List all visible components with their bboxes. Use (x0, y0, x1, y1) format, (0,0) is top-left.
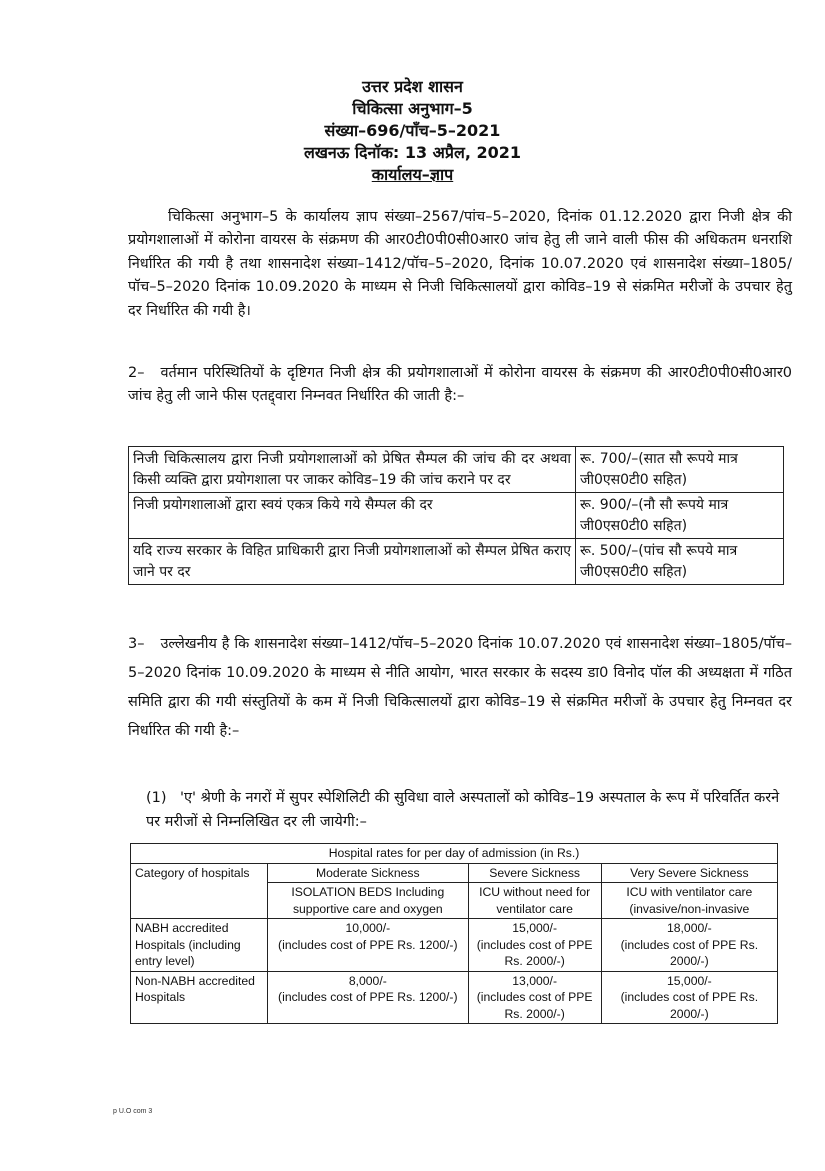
rate-cell (601, 971, 777, 1024)
rate-cell (268, 919, 469, 972)
table-row (131, 919, 778, 972)
table-row (129, 447, 784, 493)
paragraph-2-text: वर्तमान परिस्थितियों के दृष्टिगत निजी क्षेत्र की प्रयोगशालाओं में कोरोना वायरस के संक्रमण की आर0टी0पी0सी0आर0 जांच हेतु ली जाने फीस एतद्द्वारा निम्नवत निर्धारित की जाती है:– (128, 365, 792, 405)
rate-ppe-note: (includes cost of PPE Rs. 2000/-) (620, 937, 759, 968)
rate-amount: 18,000/- (666, 921, 712, 935)
table-caption-row (131, 844, 778, 864)
rate-amount: 15,000/- (512, 921, 558, 935)
sub-item-1 (146, 786, 794, 834)
sub-item-1-text: 'ए' श्रेणी के नगरों में सुपर स्पेशिलिटी की सुविधा वाले अस्पतालों को कोविड–19 अस्पताल के रूप में परिवर्तित करने पर मरीजों से निम्नलिखित दर ली जायेगी:– (146, 790, 780, 830)
sub-item-1-label: (1) (146, 790, 167, 806)
paragraph-3 (128, 630, 792, 746)
hospital-rates-table (130, 843, 778, 1024)
rate-cell (468, 919, 601, 972)
column-header-severe: Severe Sickness (468, 863, 601, 883)
table-row (129, 539, 784, 585)
column-subheader-severe: ICU without need for ventilator care (468, 883, 601, 919)
column-subheader-moderate: ISOLATION BEDS Including supportive care and oxygen (268, 883, 469, 919)
footer-note: p U.O com 3 (113, 1108, 153, 1115)
rate-description: निजी प्रयोगशालाओं द्वारा स्वयं एकत्र किये गये सैम्पल की दर (129, 493, 576, 539)
rate-amount: रू. 700/–(सात सौ रूपये मात्र जी0एस0टी0 सहित) (576, 447, 784, 493)
paragraph-2 (128, 362, 792, 409)
column-header-moderate: Moderate Sickness (268, 863, 469, 883)
column-header-category: Category of hospitals (131, 863, 268, 919)
document-header (0, 76, 825, 186)
paragraph-3-number: 3– (128, 636, 145, 652)
rate-cell (601, 919, 777, 972)
rate-ppe-note: (includes cost of PPE Rs. 1200/-) (278, 990, 458, 1004)
paragraph-1 (128, 206, 792, 323)
header-office-memo: कार्यालय–ज्ञाप (371, 165, 454, 184)
test-rates-table (128, 446, 784, 585)
paragraph-1-text: चिकित्सा अनुभाग–5 के कार्यालय ज्ञाप संख्या–2567/पांच–5–2020, दिनांक 01.12.2020 द्वारा निजी क्षेत्र की प्रयोगशालाओं में कोरोना वायरस के संक्रमण की आर0टी0पी0सी0आर0 जांच हेतु ली जाने वाली फीस की अधिकतम धनराशि निर्धारित की गयी है तथा शासनादेश संख्या–1412/पॉच–5–2020, दिनांक 10.07.2020 एवं शासनादेश संख्या–1805/पॉच–5–2020 दिनांक 10.09.2020 के माध्यम से निजी चिकित्सालयों द्वारा कोविड–19 से संक्रमित मरीजों के उपचार हेतु दर निर्धारित की गयी है। (128, 209, 792, 319)
table-header-row (131, 863, 778, 883)
rate-amount: रू. 500/–(पांच सौ रूपये मात्र जी0एस0टी0 सहित) (576, 539, 784, 585)
header-section: चिकित्सा अनुभाग–5 (352, 99, 473, 118)
table-row (129, 493, 784, 539)
rate-description: यदि राज्य सरकार के विहित प्राधिकारी द्वारा निजी प्रयोगशालाओं को सैम्पल प्रेषित कराए जाने पर दर (129, 539, 576, 585)
column-header-very-severe: Very Severe Sickness (601, 863, 777, 883)
rate-ppe-note: (includes cost of PPE Rs. 2000/-) (476, 990, 593, 1021)
row-category: Non-NABH accredited Hospitals (131, 971, 268, 1024)
column-subheader-very-severe: ICU with ventilator care (invasive/non-invasive (601, 883, 777, 919)
table-row (131, 971, 778, 1024)
row-category: NABH accredited Hospitals (including entry level) (131, 919, 268, 972)
rate-ppe-note: (includes cost of PPE Rs. 2000/-) (620, 990, 759, 1021)
paragraph-2-number: 2– (128, 365, 145, 381)
table-caption: Hospital rates for per day of admission (in Rs.) (131, 844, 778, 864)
paragraph-3-text: उल्लेखनीय है कि शासनादेश संख्या–1412/पॉच–5–2020 दिनांक 10.07.2020 एवं शासनादेश संख्या–1805/पॉच–5–2020 दिनांक 10.09.2020 के माध्यम से नीति आयोग, भारत सरकार के सदस्य डा0 विनोद पॉल की अध्यक्षता में गठित समिति द्वारा की गयी संस्तुतियों के कम में निजी चिकित्सालयों द्वारा कोविड–19 से संक्रमित मरीजों के उपचार हेतु निम्नवत दर निर्धारित की गयी है:– (128, 636, 792, 739)
rate-amount: 13,000/- (512, 973, 558, 988)
header-government: उत्तर प्रदेश शासन (362, 77, 463, 96)
rate-amount: 8,000/- (348, 973, 387, 988)
rate-description: निजी चिकित्सालय द्वारा निजी प्रयोगशालाओं को प्रेषित सैम्पल की जांच की दर अथवा किसी व्यक्ति द्वारा प्रयोगशाला पर जाकर कोविड–19 की जांच कराने पर दर (129, 447, 576, 493)
rate-amount: रू. 900/–(नौ सौ रूपये मात्र जी0एस0टी0 सहित) (576, 493, 784, 539)
header-date: लखनऊ दिनॉक: 13 अप्रैल, 2021 (303, 143, 522, 162)
rate-amount: 15,000/- (666, 973, 712, 988)
rate-ppe-note: (includes cost of PPE Rs. 1200/-) (278, 937, 458, 952)
rate-cell (468, 971, 601, 1024)
rate-amount: 10,000/- (345, 921, 391, 935)
rate-cell (268, 971, 469, 1024)
header-number: संख्या–696/पाँच–5–2021 (324, 121, 501, 140)
rate-ppe-note: (includes cost of PPE Rs. 2000/-) (476, 937, 593, 968)
